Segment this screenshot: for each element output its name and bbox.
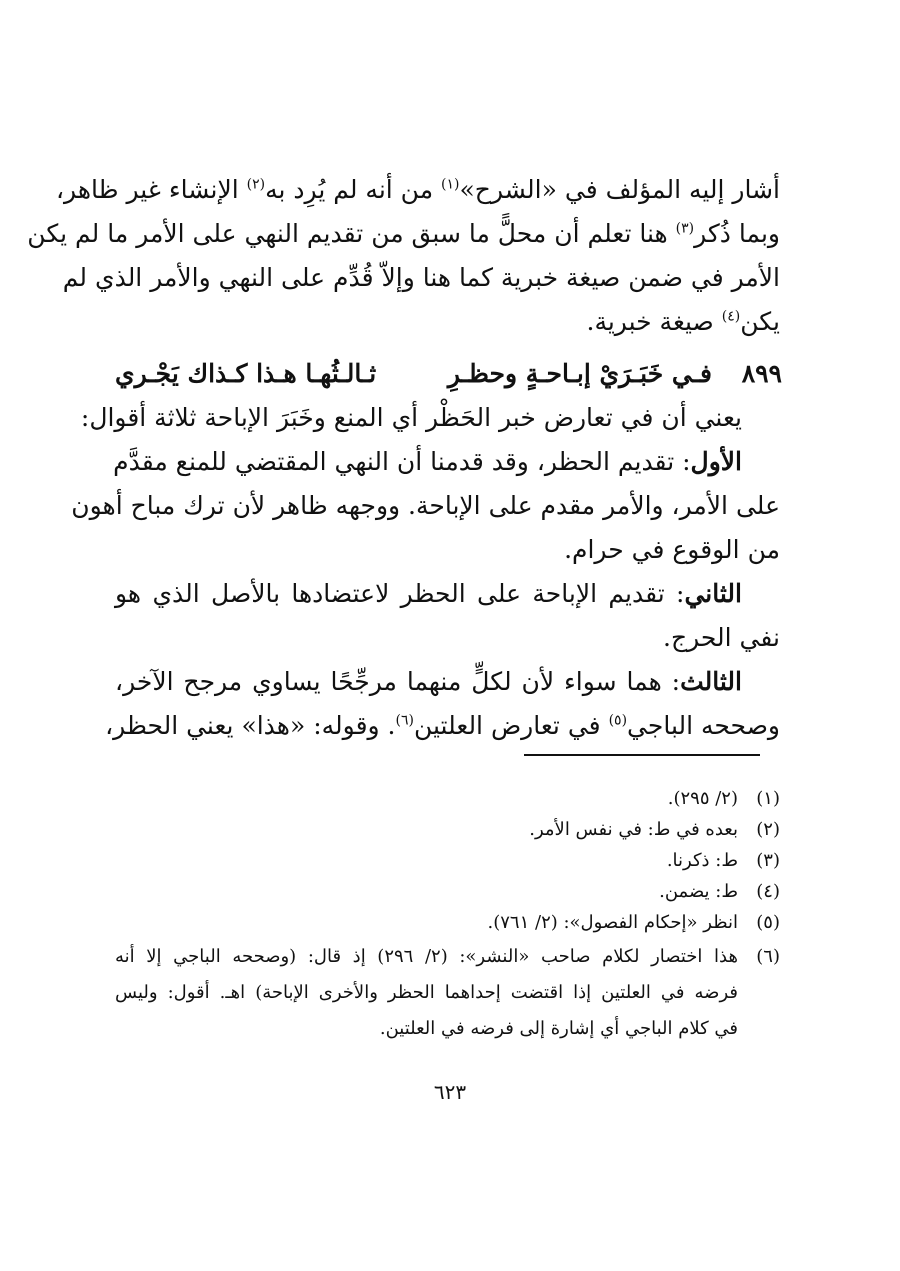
- footnote-number: (٤): [756, 881, 780, 902]
- footnote-text-line-3: في كلام الباجي أي إشارة إلى فرضه في العلتين.: [379, 1018, 738, 1039]
- footnote-text: ط: ذكرنا.: [666, 850, 738, 871]
- body-line-2: وبما ذُكر$^{(٣)}$ هنا تعلم أن محلًّ ما سبق من تقديم النهي على الأمر ما لم يكن: [27, 219, 780, 248]
- body-line-7: على الأمر، والأمر مقدم على الإباحة. ووجهه ظاهر لأن ترك مباح أهون: [71, 491, 780, 520]
- footnote-number: (١): [756, 788, 780, 809]
- footnote-text-line-1: هذا اختصار لكلام صاحب «النشر»: (٢/ ٢٩٦) إذ قال: (وصححه الباجي إلا أنه: [115, 946, 738, 967]
- verse-hemistich-1: فـي خَبَـرَيْ إبـاحـةٍ وحظـرِ: [447, 359, 712, 388]
- footnote-number: (٢): [756, 819, 780, 840]
- footnote-number: (٣): [756, 850, 780, 871]
- body-line-3: الأمر في ضمن صيغة خبرية كما هنا وإلاّ قُدِّم على النهي والأمر الذي لم: [62, 263, 780, 292]
- body-line-6: الأول: تقديم الحظر، وقد قدمنا أن النهي المقتضي للمنع مقدَّم: [113, 447, 742, 476]
- footnote-text: (٢/ ٢٩٥).: [667, 788, 738, 809]
- footnote-ref[interactable]: (٢): [246, 176, 266, 193]
- footnote-ref[interactable]: (٤): [721, 308, 741, 325]
- footnote-text: ط: يضمن.: [659, 881, 738, 902]
- footnote-text: انظر «إحكام الفصول»: (٢/ ٧٦١).: [487, 912, 738, 933]
- body-line-5: يعني أن في تعارض خبر الحَظْر أي المنع وخَبَرَ الإباحة ثلاثة أقوال:: [80, 403, 742, 432]
- footnote-separator: [524, 754, 760, 756]
- footnote-number: (٥): [756, 912, 780, 933]
- body-line-10: نفي الحرج.: [663, 623, 780, 652]
- opinion-label: الثالث: [680, 667, 742, 696]
- verse-number: ٨٩٩: [741, 359, 782, 388]
- opinion-label: الثاني: [684, 579, 742, 608]
- footnote-ref[interactable]: (٦): [395, 712, 414, 729]
- footnote-ref[interactable]: (٣): [675, 220, 695, 237]
- footnote-number: (٦): [756, 946, 780, 967]
- body-line-12: وصححه الباجي$^{(٥)}$ في تعارض العلتين$^{(٦)}$. وقوله: «هذا» يعني الحظر،: [105, 711, 780, 740]
- footnote-text: بعده في ط: في نفس الأمر.: [529, 819, 738, 840]
- body-line-1: أشار إليه المؤلف في «الشرح»$^{(١)}$ من أنه لم يُرِد به$^{(٢)}$ الإنشاء غير ظاهر،: [55, 175, 780, 204]
- body-line-8: من الوقوع في حرام.: [564, 535, 780, 564]
- footnote-ref[interactable]: (٥): [608, 712, 628, 729]
- body-line-9: الثاني: تقديم الإباحة على الحظر لاعتضادها بالأصل الذي هو: [115, 579, 742, 608]
- body-line-4: يكن$^{(٤)}$ صيغة خبرية.: [586, 307, 780, 336]
- verse-hemistich-2: ثـالـثُهـا هـذا كـذاك يَجْـري: [115, 359, 377, 388]
- footnote-ref[interactable]: (١): [441, 176, 460, 193]
- page-number: ٦٢٣: [433, 1080, 467, 1104]
- body-line-11: الثالث: هما سواء لأن لكلٍّ منهما مرجِّحًا يساوي مرجح الآخر،: [115, 667, 742, 696]
- opinion-label: الأول: [690, 447, 742, 476]
- footnote-text-line-2: فرضه في العلتين إذا اقتضت إحداهما الحظر والأخرى الإباحة) اهـ. أقول: وليس: [115, 982, 738, 1003]
